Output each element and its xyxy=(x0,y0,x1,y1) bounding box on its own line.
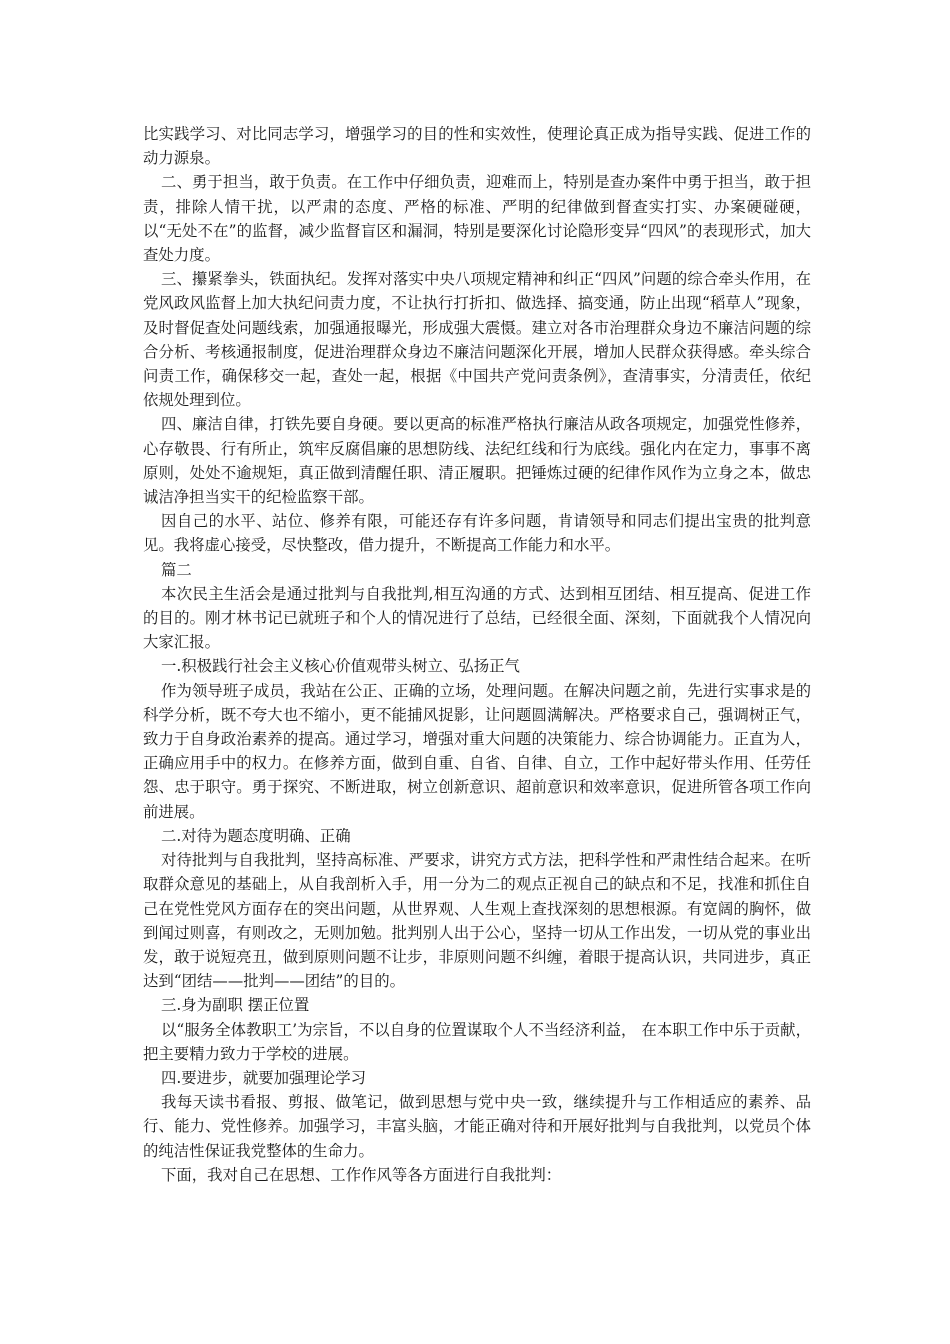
subheading-one: 一.积极践行社会主义核心价值观带头树立、弘扬正气 xyxy=(161,657,520,676)
paragraph-intro: 本次民主生活会是通过批判与自我批判,相互沟通的方式、达到相互团结、相互提高、促进工作的目的。刚才林书记已就班子和个人的情况进行了总结，已经很全面、深刻，下面就我个人情况向大家汇报。 xyxy=(143,584,811,652)
subheading-three: 三.身为副职 摆正位置 xyxy=(161,996,310,1015)
paragraph-two-body: 对待批判与自我批判，坚持高标准、严要求，讲究方式方法，把科学性和严肃性结合起来。在听取群众意见的基础上，从自我剖析入手，用一分为二的观点正视自己的缺点和不足，找准和抓住自己在党性党风方面存在的突出问题，从世界观、人生观上查找深刻的思想根源。有宽阔的胸怀，做到闻过则喜，有则改之，无则加勉。批判别人出于公心，坚持一切从工作出发，一切从党的事业出发，敢于说短亮丑，做到原则问题不让步，非原则问题不纠缠，着眼于提高认识，共同进步，真正达到“团结——批判——团结”的目的。 xyxy=(143,851,811,991)
section-heading-part-two: 篇二 xyxy=(161,560,192,579)
paragraph-four-body: 我每天读书看报、剪报、做笔记，做到思想与党中央一致，继续提升与工作相适应的素养、品行、能力、党性修养。加强学习，丰富头脑，才能正确对待和开展好批判与自我批判，以党员个体的纯洁性保证我党整体的生命力。 xyxy=(143,1093,811,1160)
paragraph-one-body: 作为领导班子成员，我站在公正、正确的立场，处理问题。在解决问题之前，先进行实事求是的科学分析，既不夸大也不缩小，更不能捕风捉影，让问题圆满解决。严格要求自己，强调树正气，致力于自身政治素养的提高。通过学习，增强对重大问题的决策能力、综合协调能力。正直为人，正确应用手中的权力。在修养方面，做到自重、自省、自律、自立，工作中起好带头作用、任劳任怨、忠于职守。勇于探究、不断进取，树立创新意识、超前意识和效率意识，促进所管各项工作向前进展。 xyxy=(143,681,811,821)
subheading-four: 四.要进步，就要加强理论学习 xyxy=(161,1068,366,1087)
paragraph-point-four: 四、廉洁自律，打铁先要自身硬。要以更高的标准严格执行廉洁从政各项规定，加强党性修养，心存敬畏、行有所止，筑牢反腐倡廉的思想防线、法纪红线和行为底线。强化内在定力，事事不离原则，处处不逾规矩，真正做到清醒任职、清正履职。把锤炼过硬的纪律作风作为立身之本，做忠诚洁净担当实干的纪检监察干部。 xyxy=(143,415,811,507)
paragraph-continuation: 比实践学习、对比同志学习，增强学习的目的性和实效性，使理论真正成为指导实践、促进工作的动力源泉。 xyxy=(143,125,811,168)
paragraph-closing: 因自己的水平、站位、修养有限，可能还存有许多问题，肯请领导和同志们提出宝贵的批判意见。我将虚心接受，尽快整改，借力提升，不断提高工作能力和水平。 xyxy=(143,512,811,555)
subheading-two: 二.对待为题态度明确、正确 xyxy=(161,826,351,845)
paragraph-final: 下面，我对自己在思想、工作作风等各方面进行自我批判： xyxy=(161,1165,562,1184)
paragraph-point-three: 三、攥紧拳头，铁面执纪。发挥对落实中央八项规定精神和纠正“四风”问题的综合牵头作用，在党风政风监督上加大执纪问责力度，不让执行打折扣、做选择、搞变通，防止出现“稻草人”现象，及时督促查处问题线索，加强通报曝光，形成强大震慑。建立对各市治理群众身边不廉洁问题的综合分析、考核通报制度，促进治理群众身边不廉洁问题深化开展，增加人民群众获得感。牵头综合问责工作，确保移交一起，查处一起，根据《中国共产党问责条例》，查清事实，分清责任，依纪依规处理到位。 xyxy=(143,270,811,410)
document-body xyxy=(143,122,811,1187)
paragraph-point-two: 二、勇于担当，敢于负责。在工作中仔细负责，迎难而上，特别是查办案件中勇于担当，敢于担责，排除人情干扰，以严肃的态度、严格的标准、严明的纪律做到督查实打实、办案硬碰硬，以“无处不在”的监督，减少监督盲区和漏洞，特别是要深化讨论隐形变异“四风”的表现形式，加大查处力度。 xyxy=(143,173,811,265)
paragraph-three-body: 以“服务全体教职工’为宗旨，不以自身的位置谋取个人不当经济利益， 在本职工作中乐于贡献，把主要精力致力于学校的进展。 xyxy=(143,1020,811,1063)
